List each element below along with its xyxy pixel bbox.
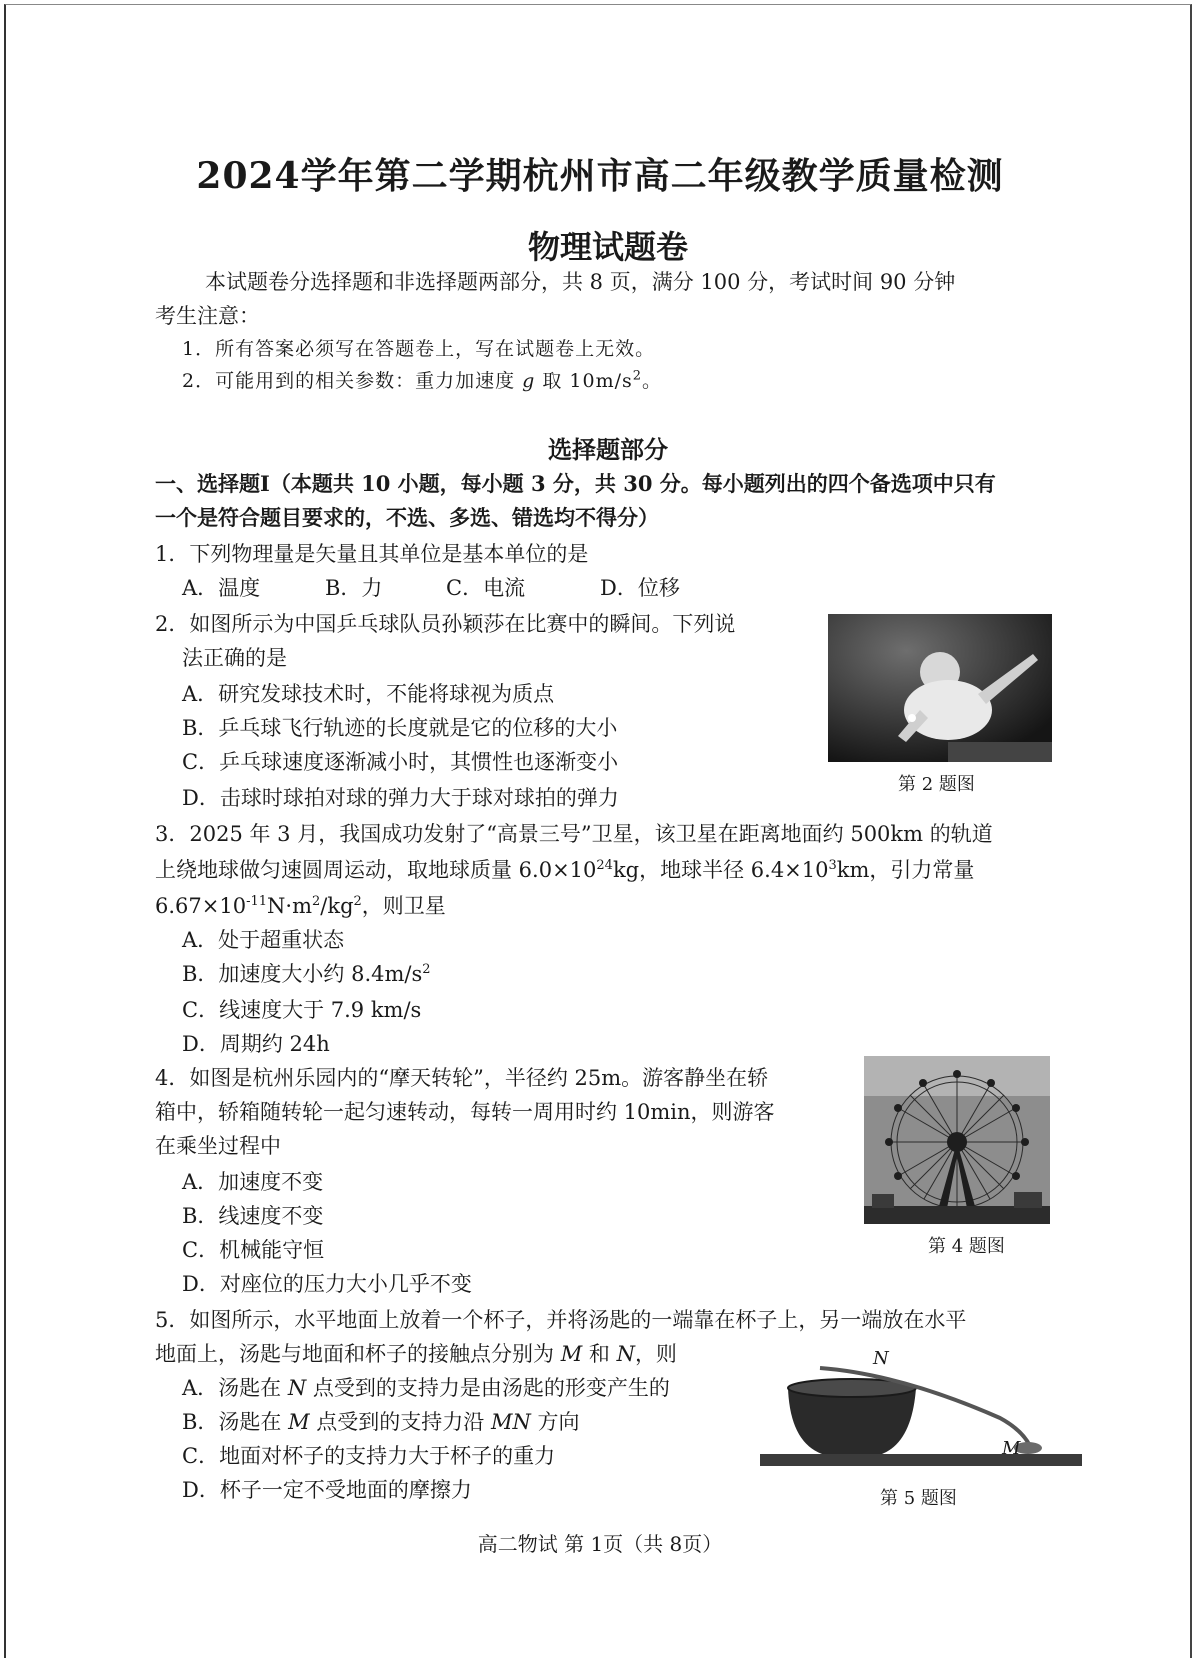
q5-option-b: B．汤匙在 M 点受到的支持力沿 MN 方向 [182,1410,580,1434]
q2-option-b: B．乒乓球飞行轨迹的长度就是它的位移的大小 [182,716,618,740]
exam-subtitle: 物理试题卷 [527,228,688,266]
q4-stem: 4．如图是杭州乐园内的“摩天转轮”，半径约 25m。游客静坐在轿 [155,1066,769,1090]
q2-option-a: A．研究发球技术时，不能将球视为质点 [182,682,555,706]
q3-option-c: C．线速度大于 7.9 km/s [182,998,422,1022]
q4-stem-line2: 箱中，轿箱随转轮一起匀速转动，每转一周用时约 10min，则游客 [155,1100,775,1124]
part1-instructions-line1: 一、选择题Ⅰ（本题共 10 小题，每小题 3 分，共 30 分。每小题列出的四个备选项中只有 [155,471,996,496]
q3-stem-line2: 上绕地球做匀速圆周运动，取地球质量 $6.0\times 10^{24}kg$，地球半径 $6.4\times 10^3km$，引力常量 [155,858,975,882]
q1-option-d: D．位移 [600,576,680,600]
q2-photo-table-tennis [828,614,1052,762]
q5-option-d: D．杯子一定不受地面的摩擦力 [182,1478,472,1502]
q2-stem-cont: 法正确的是 [182,646,287,670]
q5-option-a: A．汤匙在 N 点受到的支持力是由汤匙的形变产生的 [182,1376,670,1400]
q1-option-a: A．温度 [182,576,261,600]
q5-label-m: M [1002,1438,1021,1459]
q5-stem: 5．如图所示，水平地面上放着一个杯子，并将汤匙的一端靠在杯子上，另一端放在水平 [155,1308,967,1332]
q3-option-d: D．周期约 24h [182,1032,330,1056]
q4-stem-line3: 在乘坐过程中 [155,1134,281,1158]
q3-stem: 3．2025 年 3 月，我国成功发射了“高景三号”卫星，该卫星在距离地面约 500km 的轨道 [155,822,993,846]
q2-option-d: D．击球时球拍对球的弹力大于球对球拍的弹力 [182,786,619,810]
q3-option-b: B．加速度大小约 $8.4m/s^2$ [182,962,431,986]
intro-line: 本试题卷分选择题和非选择题两部分，共 8 页，满分 100 分，考试时间 90 分钟 [205,270,956,294]
q4-option-b: B．线速度不变 [182,1204,324,1228]
q3-option-a: A．处于超重状态 [182,928,345,952]
q1-option-c: C．电流 [446,576,526,600]
q4-figure-caption: 第 4 题图 [928,1236,1005,1257]
q4-option-c: C．机械能守恒 [182,1238,325,1262]
exam-title: 2024学年第二学期杭州市高二年级教学质量检测 [196,155,1004,197]
q1-option-b: B．力 [325,576,383,600]
part1-instructions-line2: 一个是符合题目要求的，不选、多选、错选均不得分） [155,505,659,530]
q5-figure-caption: 第 5 题图 [880,1488,957,1509]
page-footer: 高二物试 第 1页（共 8页） [477,1532,723,1556]
notice-2: 2．可能用到的相关参数：重力加速度 g 取 $10m/s^2$。 [182,368,663,392]
q5-stem-line2: 地面上，汤匙与地面和杯子的接触点分别为 M 和 N，则 [155,1342,677,1366]
q4-option-d: D．对座位的压力大小几乎不变 [182,1272,472,1296]
q2-figure-caption: 第 2 题图 [898,774,975,795]
notice-1: 1．所有答案必须写在答题卷上，写在试题卷上无效。 [182,338,656,360]
q5-option-c: C．地面对杯子的支持力大于杯子的重力 [182,1444,556,1468]
q2-stem: 2．如图所示为中国乒乓球队员孙颖莎在比赛中的瞬间。下列说 [155,612,736,636]
section-title: 选择题部分 [548,435,668,464]
q5-photo-cup-and-spoon [760,1346,1082,1474]
q4-photo-ferris-wheel [864,1056,1050,1224]
q1-stem: 1．下列物理量是矢量且其单位是基本单位的是 [155,542,589,566]
q5-label-n: N [873,1348,889,1369]
q4-option-a: A．加速度不变 [182,1170,324,1194]
notice-label: 考生注意： [155,304,260,328]
q3-stem-line3: $6.67\times 10^{-11}N\cdot m^2/kg^2$，则卫星 [155,894,446,918]
q2-option-c: C．乒乓球速度逐渐减小时，其惯性也逐渐变小 [182,750,619,774]
